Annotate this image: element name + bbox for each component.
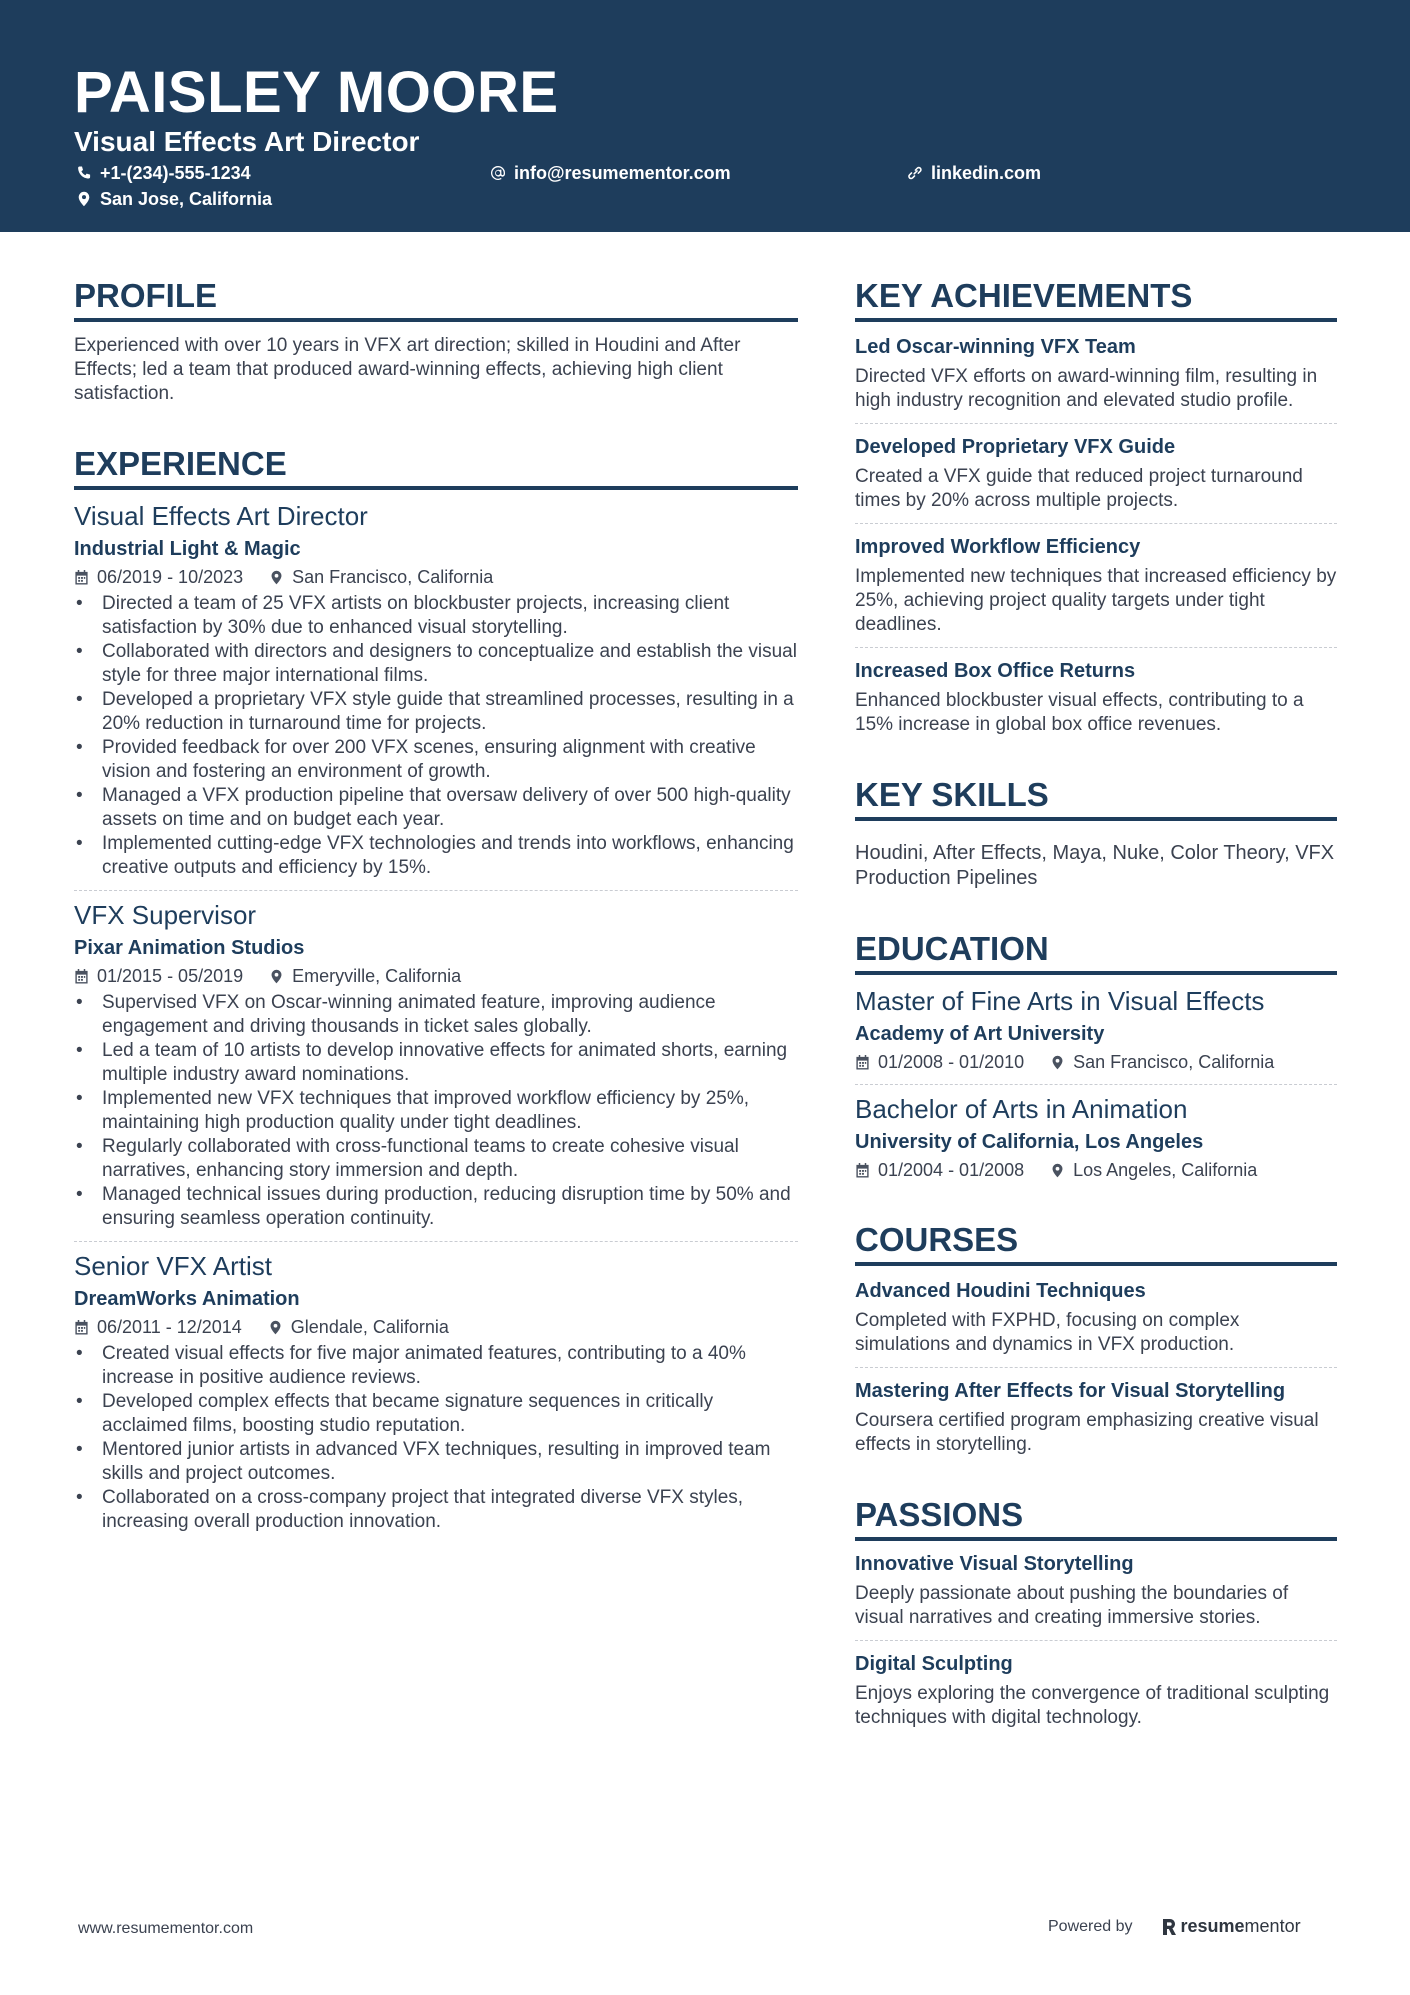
experience-heading: EXPERIENCE — [74, 444, 798, 490]
calendar-icon — [74, 969, 89, 984]
job-dates-text: 01/2015 - 05/2019 — [97, 966, 244, 986]
phone-icon — [76, 165, 92, 181]
at-icon — [490, 165, 506, 181]
achievement-title: Improved Workflow Efficiency — [855, 536, 1141, 558]
course-desc: Completed with FXPHD, focusing on complex simulations and dynamics in VFX production. — [855, 1310, 1240, 1355]
profile-text: Experienced with over 10 years in VFX art direction; skilled in Houdini and After Effects; led a team that produced award-winning effects, achieving high client satisfaction. — [74, 335, 741, 404]
skills-text: Houdini, After Effects, Maya, Nuke, Color Theory, VFX Production Pipelines — [855, 842, 1335, 889]
education-dates — [855, 1158, 1024, 1182]
candidate-name: PAISLEY MOORE — [74, 60, 559, 125]
calendar-icon — [74, 1320, 89, 1335]
brand-name-light: mentor — [1244, 1916, 1301, 1936]
section-divider — [855, 1084, 1337, 1085]
job-entry — [74, 500, 798, 880]
job-meta — [74, 1315, 798, 1339]
location-text: San Jose, California — [100, 189, 273, 209]
education-location-text: San Francisco, California — [1073, 1052, 1275, 1072]
job-location-text: San Francisco, California — [292, 567, 494, 587]
passion-item — [855, 1551, 1337, 1630]
achievement-item — [855, 434, 1337, 513]
calendar-icon — [855, 1055, 870, 1070]
job-dates — [74, 565, 243, 589]
education-meta — [855, 1050, 1337, 1074]
job-dates — [74, 964, 243, 988]
job-entry — [74, 1250, 798, 1534]
section-divider — [855, 647, 1337, 648]
section-divider — [855, 1640, 1337, 1641]
achievement-title: Increased Box Office Returns — [855, 660, 1136, 682]
job-title: VFX Supervisor — [74, 900, 257, 930]
passion-title: Innovative Visual Storytelling — [855, 1553, 1134, 1575]
job-location — [268, 1315, 449, 1339]
bullet-item: • Developed complex effects that became signature sequences in critically acclaimed films, boosting studio reputation. — [74, 1390, 798, 1438]
course-item — [855, 1278, 1337, 1357]
section-divider — [74, 890, 798, 891]
job-location — [269, 964, 461, 988]
passion-desc: Enjoys exploring the convergence of traditional sculpting techniques with digital technology. — [855, 1683, 1330, 1728]
school-name: University of California, Los Angeles — [855, 1131, 1204, 1153]
achievement-title: Developed Proprietary VFX Guide — [855, 436, 1176, 458]
course-item — [855, 1378, 1337, 1457]
contact-linkedin[interactable] — [907, 161, 1041, 185]
map-pin-icon — [1050, 1055, 1065, 1070]
candidate-title: Visual Effects Art Director — [74, 126, 420, 157]
education-item — [855, 985, 1337, 1074]
bullet-item: • Supervised VFX on Oscar-winning animated feature, improving audience engagement and driving thousands in ticket sales globally. — [74, 991, 798, 1039]
job-meta — [74, 964, 798, 988]
brand-mark-icon — [1161, 1918, 1177, 1936]
education-meta — [855, 1158, 1337, 1182]
job-bullets — [74, 592, 798, 880]
education-location-text: Los Angeles, California — [1073, 1160, 1258, 1180]
passion-item — [855, 1651, 1337, 1730]
bullet-item: • Created visual effects for five major animated features, contributing to a 40% increase in positive audience reviews. — [74, 1342, 798, 1390]
footer-branding — [1048, 1916, 1301, 1937]
bullet-item: • Collaborated on a cross-company project that integrated diverse VFX styles, increasing overall production innovation. — [74, 1486, 798, 1534]
section-divider — [855, 1367, 1337, 1368]
section-divider — [855, 423, 1337, 424]
map-pin-icon — [268, 1320, 283, 1335]
job-title: Senior VFX Artist — [74, 1251, 272, 1281]
education-dates-text: 01/2008 - 01/2010 — [878, 1052, 1025, 1072]
school-name: Academy of Art University — [855, 1023, 1105, 1045]
achievement-desc: Directed VFX efforts on award-winning film, resulting in high industry recognition and elevated studio profile. — [855, 366, 1318, 411]
bullet-item: • Managed a VFX production pipeline that oversaw delivery of over 500 high-quality assets on time and on budget each year. — [74, 784, 798, 832]
section-divider — [74, 1241, 798, 1242]
bullet-item: • Directed a team of 25 VFX artists on blockbuster projects, increasing client satisfaction by 30% due to enhanced visual storytelling. — [74, 592, 798, 640]
calendar-icon — [74, 570, 89, 585]
job-entry — [74, 899, 798, 1231]
powered-by-label: Powered by — [1048, 1917, 1133, 1935]
bullet-item: • Regularly collaborated with cross-functional teams to create cohesive visual narratives, enhancing story immersion and depth. — [74, 1135, 798, 1183]
resume-header — [0, 0, 1410, 232]
skills-heading: KEY SKILLS — [855, 775, 1337, 821]
education-heading: EDUCATION — [855, 929, 1337, 975]
bullet-item: • Provided feedback for over 200 VFX scenes, ensuring alignment with creative vision and fostering an environment of growth. — [74, 736, 798, 784]
job-meta — [74, 565, 798, 589]
left-column — [74, 276, 798, 1534]
bullet-item: • Managed technical issues during production, reducing disruption time by 50% and ensuring seamless operation continuity. — [74, 1183, 798, 1231]
job-company: DreamWorks Animation — [74, 1288, 300, 1310]
bullet-item: • Developed a proprietary VFX style guide that streamlined processes, resulting in a 20% reduction in turnaround time for projects. — [74, 688, 798, 736]
map-pin-icon — [269, 570, 284, 585]
achievement-desc: Implemented new techniques that increased efficiency by 25%, achieving project quality targets under tight deadlines. — [855, 566, 1337, 635]
degree-title: Bachelor of Arts in Animation — [855, 1094, 1188, 1124]
course-desc: Coursera certified program emphasizing creative visual effects in storytelling. — [855, 1410, 1319, 1455]
linkedin-text: linkedin.com — [931, 163, 1042, 183]
job-company: Industrial Light & Magic — [74, 538, 301, 560]
job-location-text: Glendale, California — [290, 1317, 449, 1337]
map-pin-icon — [269, 969, 284, 984]
achievement-item — [855, 658, 1337, 737]
job-location-text: Emeryville, California — [292, 966, 462, 986]
job-company: Pixar Animation Studios — [74, 937, 305, 959]
job-dates-text: 06/2011 - 12/2014 — [97, 1317, 242, 1337]
education-dates — [855, 1050, 1024, 1074]
job-dates-text: 06/2019 - 10/2023 — [97, 567, 244, 587]
bullet-item: • Led a team of 10 artists to develop innovative effects for animated shorts, earning multiple industry award nominations. — [74, 1039, 798, 1087]
job-dates — [74, 1315, 242, 1339]
brand-logo[interactable] — [1161, 1916, 1301, 1937]
education-item — [855, 1093, 1337, 1182]
job-title: Visual Effects Art Director — [74, 501, 368, 531]
map-pin-icon — [76, 191, 92, 207]
achievement-title: Led Oscar-winning VFX Team — [855, 336, 1136, 358]
degree-title: Master of Fine Arts in Visual Effects — [855, 986, 1265, 1016]
courses-heading: COURSES — [855, 1220, 1337, 1266]
job-location — [269, 565, 493, 589]
achievement-desc: Created a VFX guide that reduced project turnaround times by 20% across multiple projects. — [855, 466, 1303, 511]
brand-name-bold: resume — [1180, 1916, 1245, 1936]
calendar-icon — [855, 1163, 870, 1178]
education-location — [1050, 1050, 1274, 1074]
achievement-item — [855, 334, 1337, 413]
contact-email[interactable] — [490, 161, 731, 185]
contact-phone[interactable] — [76, 161, 251, 185]
right-column — [855, 276, 1337, 1730]
bullet-item: • Mentored junior artists in advanced VFX techniques, resulting in improved team skills and project outcomes. — [74, 1438, 798, 1486]
bullet-item: • Implemented cutting-edge VFX technologies and trends into workflows, enhancing creative outputs and efficiency by 15%. — [74, 832, 798, 880]
email-text: info@resumementor.com — [514, 163, 731, 183]
education-location — [1050, 1158, 1257, 1182]
profile-heading: PROFILE — [74, 276, 798, 322]
achievement-desc: Enhanced blockbuster visual effects, contributing to a 15% increase in global box office revenues. — [855, 690, 1304, 735]
contact-location — [76, 187, 272, 211]
phone-text: +1-(234)-555-1234 — [100, 163, 251, 183]
job-bullets — [74, 1342, 798, 1534]
passion-desc: Deeply passionate about pushing the boundaries of visual narratives and creating immersive stories. — [855, 1583, 1289, 1628]
job-bullets — [74, 991, 798, 1231]
course-title: Mastering After Effects for Visual Storytelling — [855, 1380, 1286, 1402]
achievement-item — [855, 534, 1337, 637]
footer-website-link[interactable]: www.resumementor.com — [78, 1920, 254, 1937]
bullet-item: • Implemented new VFX techniques that improved workflow efficiency by 25%, maintaining high production quality under tight deadlines. — [74, 1087, 798, 1135]
section-divider — [855, 523, 1337, 524]
link-icon — [907, 165, 923, 181]
course-title: Advanced Houdini Techniques — [855, 1280, 1146, 1302]
passion-title: Digital Sculpting — [855, 1653, 1013, 1675]
bullet-item: • Collaborated with directors and designers to conceptualize and establish the visual style for three major international films. — [74, 640, 798, 688]
map-pin-icon — [1050, 1163, 1065, 1178]
education-dates-text: 01/2004 - 01/2008 — [878, 1160, 1025, 1180]
passions-heading: PASSIONS — [855, 1495, 1337, 1541]
achievements-heading: KEY ACHIEVEMENTS — [855, 276, 1337, 322]
